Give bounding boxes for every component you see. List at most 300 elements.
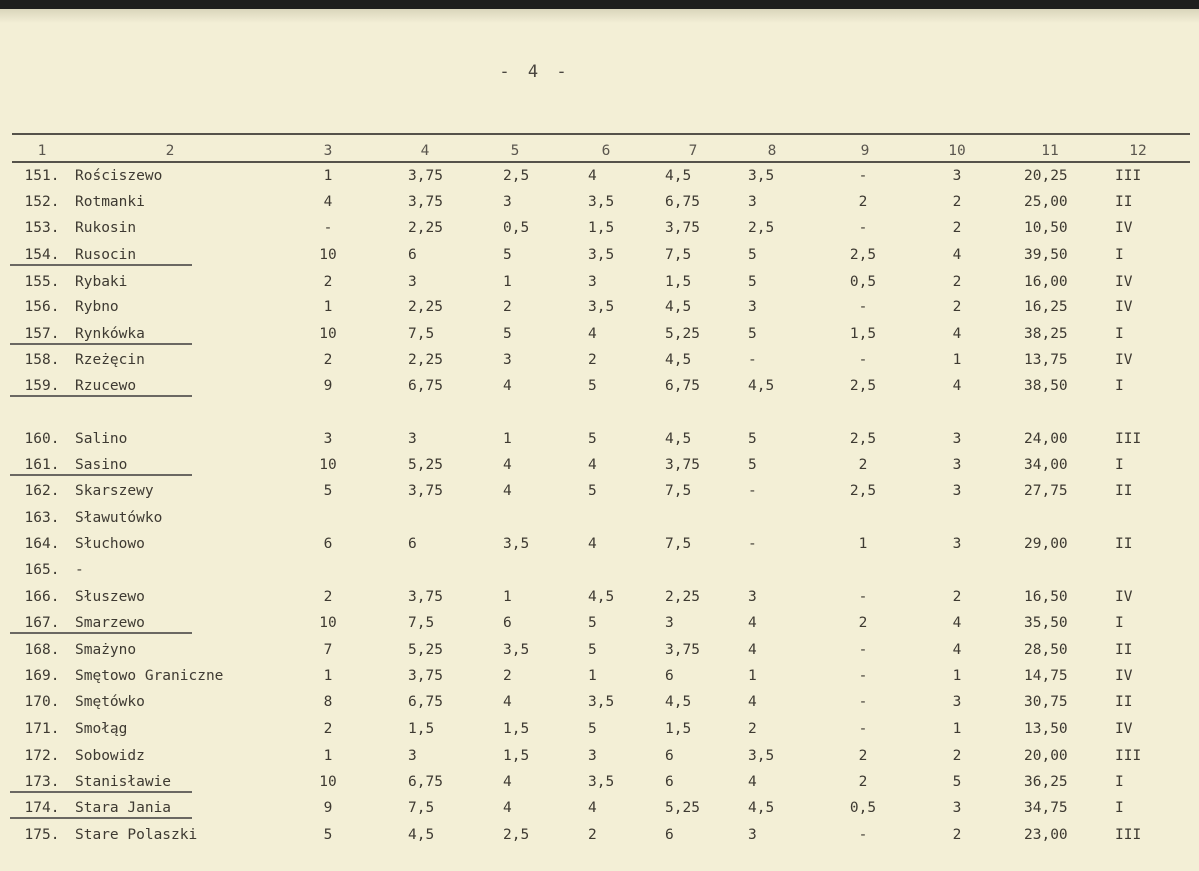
col-9-value: 0,5 [849, 274, 877, 290]
col-10-value: 2 [952, 299, 962, 315]
place-name: Stanisławie [75, 774, 172, 790]
col-11-total: 28,50 [1024, 642, 1068, 658]
col-6-value: 3,5 [588, 774, 615, 790]
col-5-value: 4 [503, 483, 512, 499]
col-10-value: 2 [952, 589, 962, 605]
table-row [0, 191, 1199, 213]
row-number: 154. [24, 247, 60, 263]
col-9-value: 2,5 [849, 247, 877, 263]
col-5-value: 1 [503, 274, 512, 290]
col-7-value: 5,25 [665, 800, 700, 816]
col-8-value: 3 [748, 194, 757, 210]
col-10-value: 4 [952, 326, 962, 342]
col-12-class: II [1115, 694, 1133, 710]
col-7-value: 4,5 [665, 694, 692, 710]
col-12-class: II [1115, 194, 1133, 210]
col-6-value: 1 [588, 668, 597, 684]
col-3-value: 10 [319, 615, 337, 631]
place-name: Sławutówko [75, 510, 163, 526]
place-name: Sobowidz [75, 748, 145, 764]
table-top-rule [12, 133, 1190, 135]
col-8-value: 2 [748, 721, 757, 737]
header-col-8: 8 [767, 143, 777, 159]
col-4-value: 4,5 [408, 827, 435, 843]
col-3-value: 10 [319, 457, 337, 473]
col-4-value: 5,25 [408, 457, 443, 473]
col-8-value: 3 [748, 589, 757, 605]
col-9-value: - [858, 352, 868, 368]
col-3-value: 2 [323, 274, 333, 290]
col-7-value: 3,75 [665, 457, 700, 473]
col-3-value: 8 [323, 694, 333, 710]
col-3-value: 1 [323, 668, 333, 684]
col-4-value: 3,75 [408, 194, 443, 210]
col-8-value: - [748, 536, 757, 552]
col-8-value: 1 [748, 668, 757, 684]
col-3-value: 2 [323, 352, 333, 368]
col-5-value: 2,5 [503, 827, 530, 843]
row-number: 157. [24, 326, 60, 342]
col-4-value: 6 [408, 247, 417, 263]
col-10-value: 2 [952, 220, 962, 236]
col-9-value: 1,5 [849, 326, 877, 342]
row-underline [10, 343, 192, 345]
col-12-class: II [1115, 536, 1133, 552]
place-name: Rzeżęcin [75, 352, 145, 368]
col-8-value: - [748, 483, 757, 499]
col-10-value: 4 [952, 615, 962, 631]
page-number: - 4 - [499, 62, 571, 82]
col-7-value: 3 [665, 615, 674, 631]
row-number: 160. [24, 431, 60, 447]
col-5-value: 2 [503, 299, 512, 315]
table-row [0, 718, 1199, 740]
table-row [0, 271, 1199, 293]
col-10-value: 2 [952, 748, 962, 764]
col-8-value: 4,5 [748, 800, 775, 816]
col-12-class: IV [1115, 721, 1133, 737]
row-number: 167. [24, 615, 60, 631]
row-number: 164. [24, 536, 60, 552]
col-6-value: 2 [588, 827, 597, 843]
col-5-value: 4 [503, 774, 512, 790]
row-number: 173. [24, 774, 60, 790]
col-11-total: 10,50 [1024, 220, 1068, 236]
col-3-value: 1 [323, 299, 333, 315]
col-5-value: 1 [503, 589, 512, 605]
col-7-value: 4,5 [665, 431, 692, 447]
place-name: Rusocin [75, 247, 137, 263]
header-col-11: 11 [1041, 143, 1059, 159]
row-number: 158. [24, 352, 60, 368]
col-11-total: 38,50 [1024, 378, 1068, 394]
col-11-total: 25,00 [1024, 194, 1068, 210]
col-10-value: 2 [952, 194, 962, 210]
col-12-class: IV [1115, 589, 1133, 605]
col-8-value: 3 [748, 827, 757, 843]
col-12-class: III [1115, 827, 1142, 843]
col-11-total: 16,50 [1024, 589, 1068, 605]
col-11-total: 27,75 [1024, 483, 1068, 499]
col-10-value: 1 [952, 352, 962, 368]
col-10-value: 2 [952, 274, 962, 290]
place-name: Smarzewo [75, 615, 145, 631]
place-name: - [75, 562, 84, 578]
col-8-value: 4 [748, 642, 757, 658]
col-12-class: IV [1115, 352, 1133, 368]
place-name: Stara Jania [75, 800, 172, 816]
place-name: Słuchowo [75, 536, 145, 552]
table-row [0, 639, 1199, 661]
col-3-value: 6 [323, 536, 333, 552]
col-12-class: I [1115, 457, 1124, 473]
col-5-value: 3,5 [503, 642, 530, 658]
table-row [0, 217, 1199, 239]
col-11-total: 36,25 [1024, 774, 1068, 790]
col-4-value: 3 [408, 748, 417, 764]
col-10-value: 1 [952, 721, 962, 737]
col-9-value: 2,5 [849, 431, 877, 447]
col-10-value: 4 [952, 378, 962, 394]
col-3-value: 10 [319, 326, 337, 342]
table-header-rule [12, 161, 1190, 163]
col-12-class: I [1115, 774, 1124, 790]
col-5-value: 5 [503, 326, 512, 342]
col-11-total: 39,50 [1024, 247, 1068, 263]
col-11-total: 29,00 [1024, 536, 1068, 552]
row-number: 166. [24, 589, 60, 605]
col-4-value: 2,25 [408, 352, 443, 368]
col-7-value: 4,5 [665, 168, 692, 184]
col-3-value: 7 [323, 642, 333, 658]
col-6-value: 3,5 [588, 299, 615, 315]
table-row [0, 612, 1199, 634]
col-3-value: 10 [319, 247, 337, 263]
col-6-value: 3 [588, 748, 597, 764]
col-10-value: 1 [952, 668, 962, 684]
col-3-value: 5 [323, 827, 333, 843]
col-7-value: 1,5 [665, 721, 692, 737]
place-name: Rukosin [75, 220, 137, 236]
table-row [0, 296, 1199, 318]
col-8-value: 5 [748, 431, 757, 447]
header-col-2: 2 [165, 143, 175, 159]
col-6-value: 4 [588, 457, 597, 473]
col-9-value: 1 [858, 536, 868, 552]
col-10-value: 2 [952, 827, 962, 843]
table-row [0, 323, 1199, 345]
col-10-value: 3 [952, 483, 962, 499]
col-4-value: 1,5 [408, 721, 435, 737]
header-col-7: 7 [688, 143, 698, 159]
col-5-value: 2 [503, 668, 512, 684]
col-9-value: 2 [858, 748, 868, 764]
place-name: Smętówko [75, 694, 145, 710]
col-3-value: 3 [323, 431, 333, 447]
row-number: 153. [24, 220, 60, 236]
col-8-value: 4,5 [748, 378, 775, 394]
col-5-value: 6 [503, 615, 512, 631]
table-row [0, 165, 1199, 187]
row-number: 171. [24, 721, 60, 737]
col-6-value: 3,5 [588, 694, 615, 710]
col-11-total: 24,00 [1024, 431, 1068, 447]
row-number: 151. [24, 168, 60, 184]
col-7-value: 6,75 [665, 378, 700, 394]
col-7-value: 7,5 [665, 247, 692, 263]
col-12-class: IV [1115, 220, 1133, 236]
col-7-value: 3,75 [665, 220, 700, 236]
col-3-value: 1 [323, 748, 333, 764]
col-8-value: 5 [748, 326, 757, 342]
col-4-value: 3 [408, 431, 417, 447]
row-underline [10, 817, 192, 819]
col-7-value: 3,75 [665, 642, 700, 658]
col-4-value: 6,75 [408, 694, 443, 710]
col-6-value: 3 [588, 274, 597, 290]
table-row [0, 745, 1199, 767]
col-9-value: 2,5 [849, 378, 877, 394]
col-8-value: 4 [748, 774, 757, 790]
place-name: Smętowo Graniczne [75, 668, 224, 684]
col-3-value: 9 [323, 378, 333, 394]
col-7-value: 6 [665, 774, 674, 790]
col-3-value: 5 [323, 483, 333, 499]
table-row [0, 428, 1199, 450]
col-11-total: 20,00 [1024, 748, 1068, 764]
col-8-value: 5 [748, 274, 757, 290]
col-6-value: 5 [588, 615, 597, 631]
col-6-value: 4 [588, 168, 597, 184]
header-col-9: 9 [860, 143, 870, 159]
col-12-class: IV [1115, 274, 1133, 290]
col-8-value: 4 [748, 615, 757, 631]
table-row [0, 586, 1199, 608]
row-number: 152. [24, 194, 60, 210]
col-5-value: 0,5 [503, 220, 530, 236]
row-underline [10, 395, 192, 397]
place-name: Rotmanki [75, 194, 145, 210]
col-6-value: 5 [588, 431, 597, 447]
col-3-value: 1 [323, 168, 333, 184]
row-number: 163. [24, 510, 60, 526]
col-6-value: 3,5 [588, 247, 615, 263]
col-8-value: 5 [748, 457, 757, 473]
col-7-value: 6 [665, 748, 674, 764]
col-9-value: 0,5 [849, 800, 877, 816]
row-number: 172. [24, 748, 60, 764]
col-4-value: 2,25 [408, 299, 443, 315]
col-10-value: 3 [952, 168, 962, 184]
header-col-1: 1 [37, 143, 47, 159]
col-12-class: I [1115, 326, 1124, 342]
col-9-value: 2 [858, 774, 868, 790]
col-6-value: 5 [588, 642, 597, 658]
col-10-value: 4 [952, 247, 962, 263]
col-6-value: 4,5 [588, 589, 615, 605]
col-12-class: III [1115, 431, 1142, 447]
col-8-value: 5 [748, 247, 757, 263]
row-underline [10, 791, 192, 793]
col-7-value: 7,5 [665, 483, 692, 499]
col-3-value: 2 [323, 589, 333, 605]
row-number: 161. [24, 457, 60, 473]
row-number: 169. [24, 668, 60, 684]
row-underline [10, 632, 192, 634]
row-number: 174. [24, 800, 60, 816]
place-name: Skarszewy [75, 483, 154, 499]
table-header [0, 142, 1199, 160]
table-row [0, 824, 1199, 846]
header-col-3: 3 [323, 143, 333, 159]
col-9-value: - [858, 642, 868, 658]
col-9-value: - [858, 694, 868, 710]
place-name: Rzucewo [75, 378, 137, 394]
table-row [0, 559, 1199, 581]
col-3-value: 9 [323, 800, 333, 816]
col-12-class: I [1115, 800, 1124, 816]
col-6-value: 4 [588, 800, 597, 816]
col-11-total: 20,25 [1024, 168, 1068, 184]
col-8-value: 3 [748, 299, 757, 315]
col-5-value: 1,5 [503, 748, 530, 764]
col-6-value: 2 [588, 352, 597, 368]
col-12-class: IV [1115, 668, 1133, 684]
col-9-value: - [858, 827, 868, 843]
col-10-value: 3 [952, 431, 962, 447]
place-name: Smołąg [75, 721, 128, 737]
col-5-value: 3 [503, 352, 512, 368]
header-col-12: 12 [1129, 143, 1147, 159]
col-11-total: 14,75 [1024, 668, 1068, 684]
col-11-total: 34,75 [1024, 800, 1068, 816]
header-col-10: 10 [948, 143, 966, 159]
scan-smudge [0, 9, 1199, 23]
place-name: Rościszewo [75, 168, 163, 184]
col-4-value: 3,75 [408, 483, 443, 499]
col-10-value: 3 [952, 800, 962, 816]
table-row [0, 244, 1199, 266]
col-7-value: 1,5 [665, 274, 692, 290]
col-5-value: 2,5 [503, 168, 530, 184]
table-row [0, 480, 1199, 502]
row-number: 162. [24, 483, 60, 499]
col-3-value: 4 [323, 194, 333, 210]
place-name: Rybno [75, 299, 119, 315]
table-row [0, 533, 1199, 555]
col-3-value: 2 [323, 721, 333, 737]
col-6-value: 5 [588, 378, 597, 394]
row-underline [10, 474, 192, 476]
col-4-value: 6,75 [408, 378, 443, 394]
col-9-value: - [858, 668, 868, 684]
col-5-value: 4 [503, 378, 512, 394]
col-4-value: 5,25 [408, 642, 443, 658]
col-9-value: - [858, 589, 868, 605]
col-7-value: 6 [665, 668, 674, 684]
col-3-value: 10 [319, 774, 337, 790]
col-10-value: 3 [952, 536, 962, 552]
header-col-6: 6 [601, 143, 611, 159]
col-7-value: 4,5 [665, 352, 692, 368]
col-7-value: 5,25 [665, 326, 700, 342]
col-7-value: 7,5 [665, 536, 692, 552]
scan-top-edge [0, 0, 1199, 9]
col-4-value: 2,25 [408, 220, 443, 236]
col-7-value: 6,75 [665, 194, 700, 210]
col-8-value: 3,5 [748, 168, 775, 184]
col-10-value: 5 [952, 774, 962, 790]
place-name: Salino [75, 431, 128, 447]
header-col-4: 4 [420, 143, 430, 159]
col-9-value: 2,5 [849, 483, 877, 499]
row-number: 175. [24, 827, 60, 843]
table-row [0, 665, 1199, 687]
col-5-value: 4 [503, 800, 512, 816]
row-number: 155. [24, 274, 60, 290]
table-row [0, 797, 1199, 819]
col-8-value: 2,5 [748, 220, 775, 236]
col-8-value: 4 [748, 694, 757, 710]
col-12-class: I [1115, 247, 1124, 263]
col-12-class: II [1115, 642, 1133, 658]
row-number: 159. [24, 378, 60, 394]
col-3-value: - [323, 220, 333, 236]
col-11-total: 34,00 [1024, 457, 1068, 473]
col-9-value: 2 [858, 457, 868, 473]
col-9-value: - [858, 168, 868, 184]
table-row [0, 771, 1199, 793]
col-10-value: 3 [952, 694, 962, 710]
col-8-value: 3,5 [748, 748, 775, 764]
col-9-value: - [858, 721, 868, 737]
row-number: 165. [24, 562, 60, 578]
col-7-value: 6 [665, 827, 674, 843]
col-4-value: 6,75 [408, 774, 443, 790]
col-11-total: 13,75 [1024, 352, 1068, 368]
col-4-value: 6 [408, 536, 417, 552]
row-number: 156. [24, 299, 60, 315]
col-12-class: III [1115, 748, 1142, 764]
col-4-value: 3 [408, 274, 417, 290]
col-12-class: I [1115, 615, 1124, 631]
col-9-value: - [858, 220, 868, 236]
col-11-total: 23,00 [1024, 827, 1068, 843]
col-11-total: 38,25 [1024, 326, 1068, 342]
col-12-class: IV [1115, 299, 1133, 315]
table-row [0, 507, 1199, 529]
col-10-value: 3 [952, 457, 962, 473]
col-8-value: - [748, 352, 757, 368]
table-row [0, 454, 1199, 476]
col-9-value: - [858, 299, 868, 315]
place-name: Rynkówka [75, 326, 145, 342]
col-11-total: 30,75 [1024, 694, 1068, 710]
col-6-value: 1,5 [588, 220, 615, 236]
row-number: 170. [24, 694, 60, 710]
col-4-value: 3,75 [408, 668, 443, 684]
col-9-value: 2 [858, 194, 868, 210]
place-name: Smażyno [75, 642, 137, 658]
place-name: Słuszewo [75, 589, 145, 605]
col-12-class: III [1115, 168, 1142, 184]
col-7-value: 4,5 [665, 299, 692, 315]
place-name: Sasino [75, 457, 128, 473]
col-7-value: 2,25 [665, 589, 700, 605]
col-4-value: 3,75 [408, 168, 443, 184]
table-row [0, 691, 1199, 713]
col-6-value: 5 [588, 721, 597, 737]
